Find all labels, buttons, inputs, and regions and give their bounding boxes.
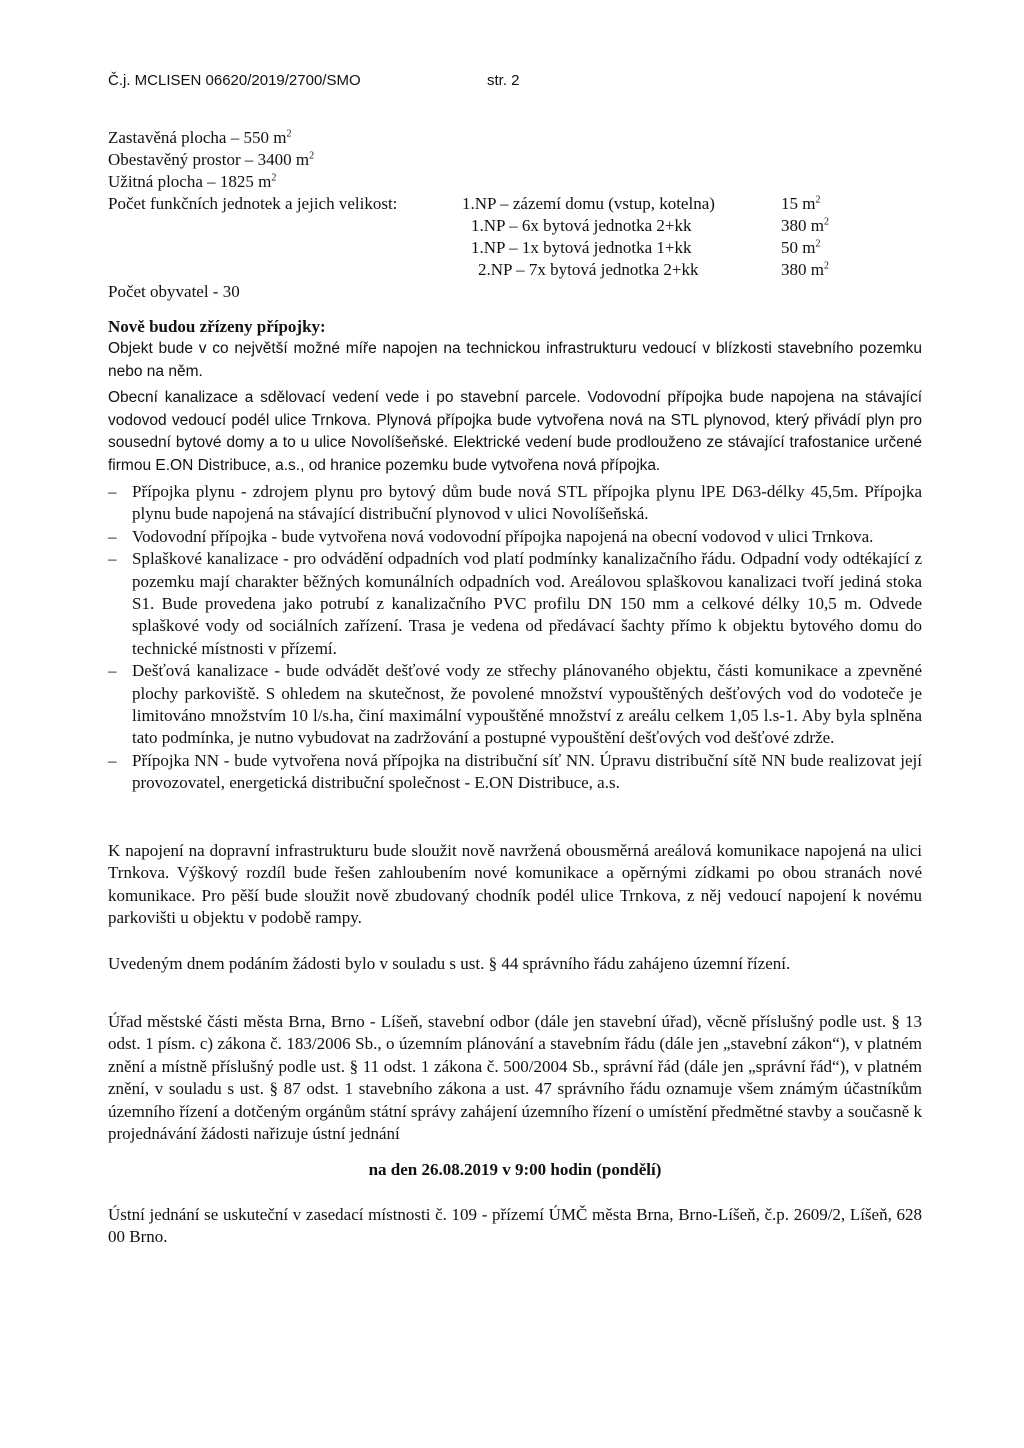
unit-row-size: 380 $m^2$ <box>781 216 829 235</box>
list-item-rainwater: – Dešťová kanalizace - bude odvádět dešťové vody ze střechy plánovaného objektu, části komunikace a zpevněné plochy parkoviště. S ohledem na skutečnost, že povolené množství vypouštěných dešťových vod do vodoteče je limitováno množstvím 10 l/s.ha, činí maximální vypouštěné množství z areálu celkem 1,05 l.s-1. Aby byla splněna tato podmínka, je nutno vybudovat na zadržování a postupné vypouštění dešťových vod dešťové zdrže. <box>108 661 922 748</box>
unit-row-floor: 2.NP – 7x bytová jednotka 2+kk <box>478 260 699 279</box>
list-item-water: – Vodovodní přípojka - bude vytvořena nová vodovodní přípojka napojená na obecní vodovod v ulici Trnkova. <box>108 526 874 546</box>
unit-row-size: 50 $m^2$ <box>781 238 821 257</box>
initiation-paragraph: Uvedeným dnem podáním žádosti bylo v souladu s ust. § 44 správního řádu zahájeno územní řízení. <box>108 954 791 973</box>
built-area: Zastavěná plocha – 550 $m^2$ <box>108 128 292 147</box>
residents-count: Počet obyvatel - 30 <box>108 282 240 301</box>
units-label: Počet funkčních jednotek a jejich velikost: <box>108 194 398 213</box>
connections-intro: Objekt bude v co největší možné míře napojen na technickou infrastrukturu vedoucí v blízkosti stavebního pozemku nebo na něm. <box>108 340 922 380</box>
hearing-place: Ústní jednání se uskuteční v zasedací místnosti č. 109 - přízemí ÚMČ města Brna, Brno-Líšeň, č.p. 2609/2, Líšeň, 628 00 Brno. <box>108 1205 922 1247</box>
connections-section <box>108 326 922 478</box>
unit-row-size: 15 $m^2$ <box>781 194 821 213</box>
built-volume: Obestavěný prostor – 3400 $m^2$ <box>108 150 315 169</box>
connections-list <box>108 481 922 795</box>
unit-row-floor: 1.NP – 6x bytová jednotka 2+kk <box>471 216 692 235</box>
connections-heading: Nově budou zřízeny přípojky: <box>108 317 326 336</box>
reference-number: Č.j. MCLISEN 06620/2019/2700/SMO <box>108 72 361 89</box>
authority-paragraph: Úřad městské části města Brna, Brno - Líšeň, stavební odbor (dále jen stavební úřad), věcně příslušný podle ust. § 13 odst. 1 písm. c) zákona č. 183/2006 Sb., o územním plánování a stavebním řádu (dále jen „stavební zákon“), v platném znění a místně příslušný podle ust. § 11 odst. 1 zákona č. 500/2004 Sb., správní řád (dále jen „správní řád“), v platném znění, v souladu s ust. § 87 odst. 1 stavebního zákona a ust. 47 správního řádu oznamuje všem známým účastníkům územního řízení a dotčeným orgánům státní správy zahájení územního řízení o umístění předmětné stavby a současně k projednávání žádosti nařizuje ústní jednání <box>108 1012 922 1144</box>
unit-row-floor: 1.NP – 1x bytová jednotka 1+kk <box>471 238 692 257</box>
list-item-gas: – Přípojka plynu - zdrojem plynu pro bytový dům bude nová STL přípojka plynu lPE D63-délky 45,5m. Přípojka plynu bude napojená na stávající distribuční plynovod v ulici Novolíšeňská. <box>108 482 922 524</box>
connections-paragraph: Obecní kanalizace a sdělovací vedení vede i po stavební parcele. Vodovodní přípojka bude napojena na stávající vodovod vedoucí podél ulice Trnkova. Plynová přípojka bude vytvořena nová na STL plynovod, který přivádí plyn pro sousední bytové domy a to u ulice Novolíšeňské. Elektrické vedení bude prodlouženo ze stávající trafostanice určené firmou E.ON Distribuce, a.s., od hranice pozemku bude vytvořena nová přípojka. <box>108 389 922 474</box>
transport-paragraph: K napojení na dopravní infrastrukturu bude sloužit nově navržená obousměrná areálová komunikace napojená na ulici Trnkova. Výškový rozdíl bude řešen zahloubením nové komunikace a opěrnými zídkami po obou stranách nové komunikace. Pro pěší bude sloužit nově zbudovaný chodník podél ulice Trnkova, z něj vedoucí napojení k novému parkovišti u objektu v podobě rampy. <box>108 841 922 928</box>
usable-area: Užitná plocha – 1825 $m^2$ <box>108 172 277 191</box>
list-item-electricity: – Přípojka NN - bude vytvořena nová přípojka na distribuční síť NN. Úpravu distribuční sítě NN bude realizovat její provozovatel, energetická distribuční společnost - E.ON Distribuce, a.s. <box>108 750 922 793</box>
page-number: str. 2 <box>487 72 520 89</box>
hearing-date: na den 26.08.2019 v 9:00 hodin (pondělí) <box>368 1160 662 1179</box>
unit-row-floor: 1.NP – zázemí domu (vstup, kotelna) <box>462 194 715 213</box>
list-item-sewage: – Splaškové kanalizace - pro odvádění odpadních vod platí podmínky kanalizačního řádu. Odpadní vody odtékající z pozemku mají charakter běžných komunálních odpadních vod. Areálovou splaškovou kanalizaci tvoří jediná stoka S1. Bude provedena jako potrubí z kanalizačního PVC profilu DN 150 mm a celkové délky 10,5 m. Odvede splaškové vody od sociálních zařízení. Trasa je vedena od předávací šachty přímo k objektu bytového domu do technické místnosti v přízemí. <box>108 549 922 658</box>
unit-row-size: 380 $m^2$ <box>781 260 829 279</box>
